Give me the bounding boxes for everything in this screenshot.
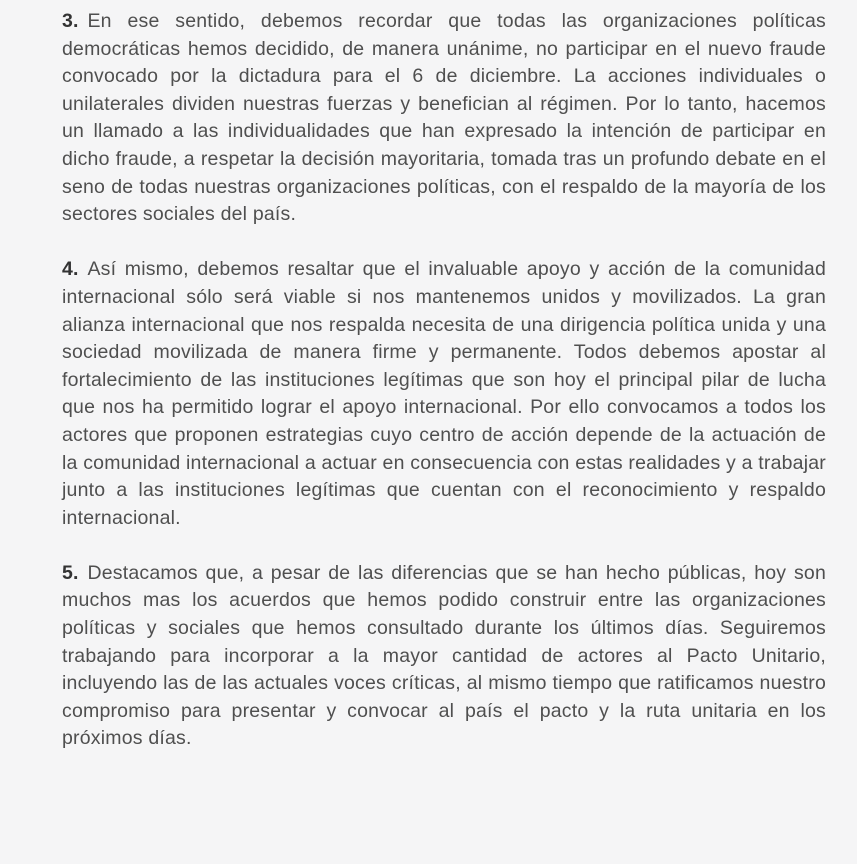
paragraph-5-text: Destacamos que, a pesar de las diferencias que se han hecho públicas, hoy son muchos mas los acuerdos que hemos podido construir entre las organizaciones políticas y sociales que hemos consultado durante los últimos días. Seguiremos trabajando para incorporar a la mayor cantidad de actores al Pacto Unitario, incluyendo las de las actuales voces críticas, al mismo tiempo que ratificamos nuestro compromiso para presentar y convocar al país el pacto y la ruta unitaria en los próximos días. <box>62 561 826 750</box>
paragraph-4-text: Así mismo, debemos resaltar que el invaluable apoyo y acción de la comunidad internacional sólo será viable si nos mantenemos unidos y movilizados. La gran alianza internacional que nos respalda necesita de una dirigencia política unida y una sociedad movilizada de manera firme y permanente. Todos debemos apostar al fortalecimiento de las instituciones legítimas que son hoy el principal pilar de lucha que nos ha permitido lograr el apoyo internacional. Por ello convocamos a todos los actores que proponen estrategias cuyo centro de acción depende de la actuación de la comunidad internacional a actuar en consecuencia con estas realidades y a trabajar junto a las instituciones legítimas que cuentan con el reconocimiento y respaldo internacional. <box>62 258 826 529</box>
paragraph-5 <box>62 560 826 753</box>
paragraph-3-text: En ese sentido, debemos recordar que todas las organizaciones políticas democráticas hemos decidido, de manera unánime, no participar en el nuevo fraude convocado por la dictadura para el 6 de diciembre. La acciones individuales o unilaterales dividen nuestras fuerzas y benefician al régimen. Por lo tanto, hacemos un llamado a las individualidades que han expresado la intención de participar en dicho fraude, a respetar la decisión mayoritaria, tomada tras un profundo debate en el seno de todas nuestras organizaciones políticas, con el respaldo de la mayoría de los sectores sociales del país. <box>62 10 826 226</box>
paragraph-3 <box>62 8 826 229</box>
paragraph-4 <box>62 256 826 532</box>
paragraph-3-number: 3. <box>62 10 79 32</box>
paragraph-4-number: 4. <box>62 258 79 281</box>
paragraph-5-number: 5. <box>62 561 79 584</box>
